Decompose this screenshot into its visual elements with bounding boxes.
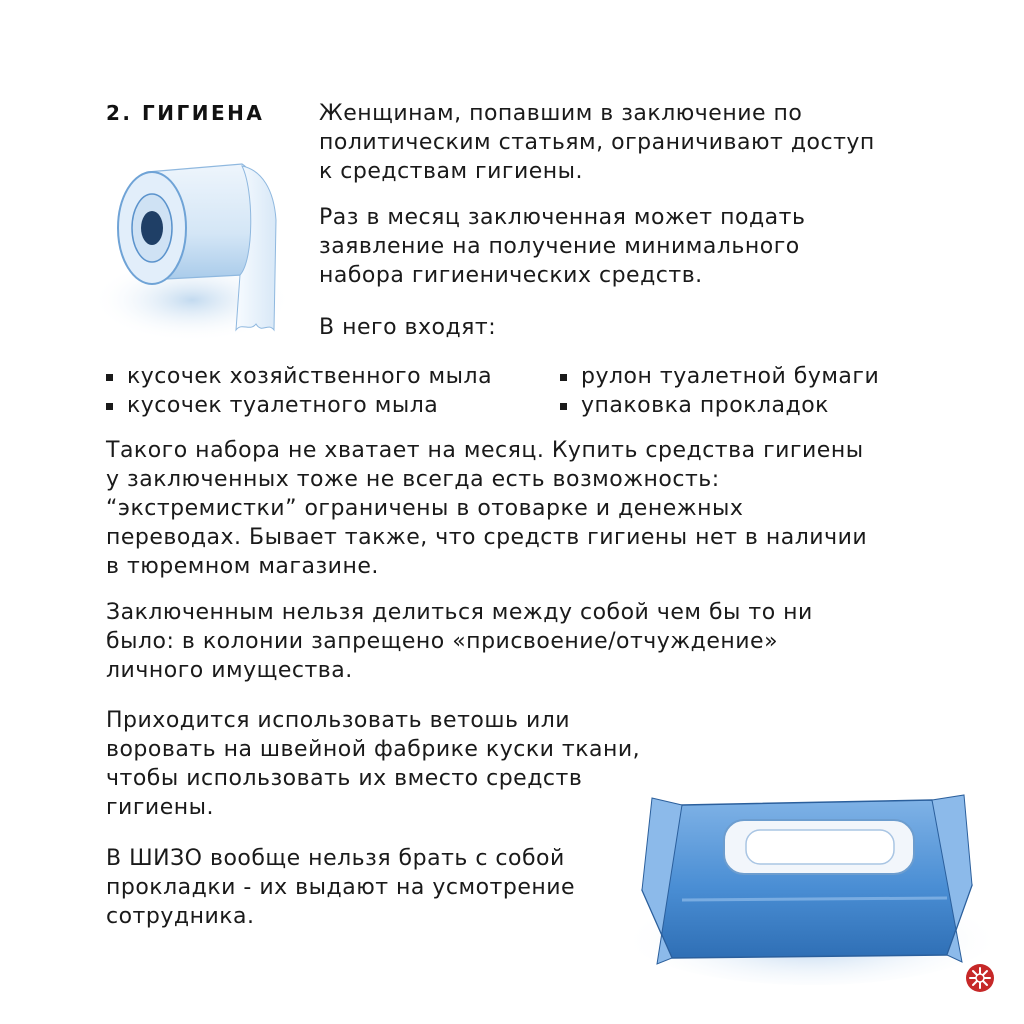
items-list-left: [106, 362, 492, 420]
list-item: [560, 362, 879, 391]
list-item-label: кусочек туалетного мыла: [127, 393, 439, 418]
intro-paragraph-1: Женщинам, попавшим в заключение по политическим статьям, ограничивают доступ к средствам гигиены.: [319, 101, 875, 184]
section-title: 2. ГИГИЕНА: [106, 101, 265, 125]
body-paragraph-4: В ШИЗО вообще нельзя брать с собой прокладки - их выдают на усмотрение сотрудника.: [106, 846, 576, 929]
bullet-icon: [106, 403, 113, 410]
body-paragraph-3: Приходится использовать ветошь или воровать на швейной фабрике куски ткани, чтобы использовать их вместо средств гигиены.: [106, 708, 641, 820]
toilet-paper-roll-icon: [92, 150, 312, 360]
bullet-icon: [560, 374, 567, 381]
intro-paragraph-3: В него входят:: [319, 315, 497, 340]
list-item-label: упаковка прокладок: [581, 393, 829, 418]
items-list-right: [560, 362, 879, 420]
body-paragraph-2: Заключенным нельзя делиться между собой чем бы то ни было: в колонии запрещено «присвоение/отчуждение» личного имущества.: [106, 600, 813, 683]
list-item: [106, 362, 492, 391]
body-paragraph-1: Такого набора не хватает на месяц. Купить средства гигиены у заключенных тоже не всегда есть возможность: “экстремистки” ограничены в отоварке и денежных переводах. Бывает также, что средств гигиены нет в наличии в тюремном магазине.: [106, 438, 868, 579]
bullet-icon: [106, 374, 113, 381]
logo-icon: [965, 963, 995, 993]
list-item: [106, 391, 492, 420]
bullet-icon: [560, 403, 567, 410]
list-item-label: кусочек хозяйственного мыла: [127, 364, 493, 389]
sanitary-pads-pack-icon: [612, 780, 1002, 990]
list-item-label: рулон туалетной бумаги: [581, 364, 880, 389]
list-item: [560, 391, 879, 420]
intro-paragraph-2: Раз в месяц заключенная может подать заявление на получение минимального набора гигиенических средств.: [319, 205, 806, 288]
